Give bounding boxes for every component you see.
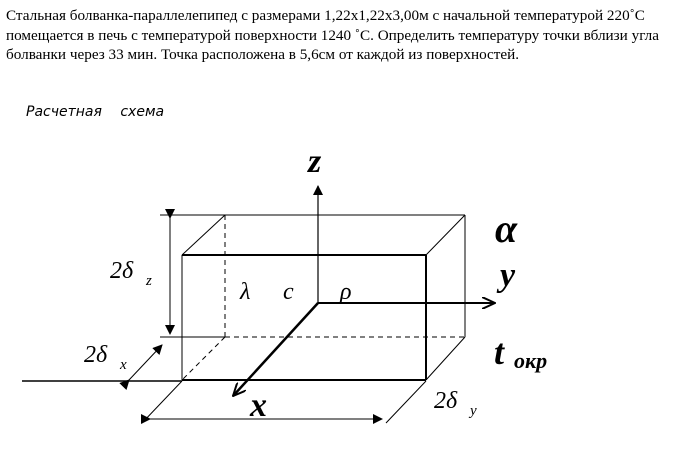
dimension-z (160, 215, 225, 337)
box-hidden-edges (182, 215, 465, 380)
dimension-x-label (84, 342, 127, 373)
svg-text:z: z (146, 273, 152, 289)
axis-x-line (233, 303, 318, 396)
problem-statement: Стальная болванка-параллелепипед с размерами 1,22x1,22x3,00м с начальной температурой 220˚С помещается в печь с температурой поверхности 1240 ˚С. Определить температуру точки вблизи угла болванки через 33 мин. Точка расположена в 5,6см от каждой из поверхностей. (6, 7, 659, 63)
svg-text:2δ: 2δ (434, 388, 458, 414)
rho-label: ρ (340, 279, 352, 305)
svg-text:окр: окр (514, 348, 548, 373)
axis-z-label: z (308, 143, 322, 180)
c-label: c (283, 279, 294, 305)
dimension-z-label (110, 258, 152, 289)
box-back-face (182, 215, 465, 380)
axis-x-label: x (250, 387, 267, 424)
alpha-label: α (495, 206, 518, 251)
dimension-x (129, 345, 162, 380)
svg-text:2δ: 2δ (110, 258, 134, 284)
ambient-temperature-label (494, 332, 547, 373)
svg-text:y: y (470, 403, 477, 419)
axis-y-label: y (500, 257, 516, 294)
dimension-bottom (142, 381, 426, 423)
dimension-y-label (434, 388, 477, 419)
lambda-label: λ (240, 279, 251, 305)
svg-text:2δ: 2δ (84, 342, 108, 368)
diagram-caption: Расчетная схема (26, 104, 165, 120)
svg-text:x: x (120, 357, 127, 373)
svg-text:t: t (494, 332, 505, 372)
